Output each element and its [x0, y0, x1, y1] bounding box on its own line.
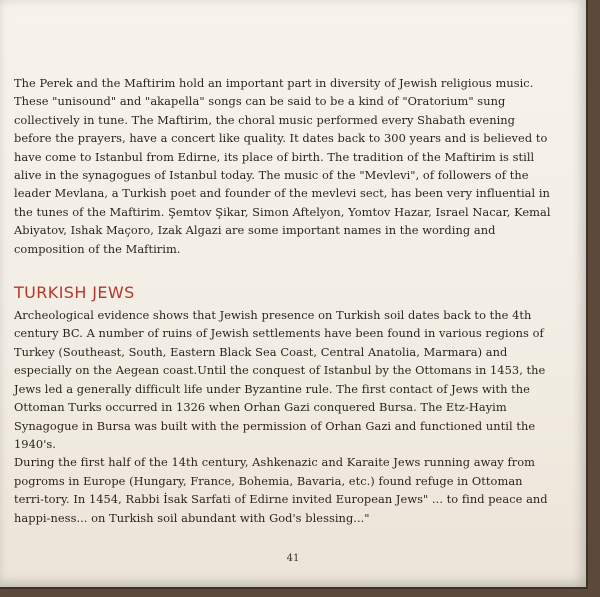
section-paragraph-1: Archeological evidence shows that Jewish presence on Turkish soil dates back to the 4th century BC. A number of ruins of Jewish settlements have been found in various regions of Turkey (Southeast, South, Eastern Black Sea Coast, Central Anatolia, Marmara) and especially on the Aegean coast.Until the conquest of Istanbul by the Ottomans in 1453, the Jews led a generally difficult life under Byzantine rule. The first contact of Jews with the Ottoman Turks occurred in 1326 when Orhan Gazi conquered Bursa. The Etz-Hayim Synagogue in Bursa was built with the permission of Orhan Gazi and functioned until the 1940's.: [14, 308, 546, 451]
section-paragraph-2: During the first half of the 14th century, Ashkenazic and Karaite Jews running away from pogroms in Europe (Hungary, France, Bohemia, Bavaria, etc.) found refuge in Ottoman terri-tory. In 1454, Rabbi İsak Sarfati of Edirne invited European Jews" ... to find peace and happi-ness... on Turkish soil abundant with God's blessing...": [14, 455, 548, 525]
page-content: [14, 74, 554, 527]
page-number: 41: [286, 553, 300, 564]
section-heading: TURKISH JEWS: [14, 283, 135, 303]
intro-paragraph: The Perek and the Maftirim hold an important part in diversity of Jewish religious music. These "unisound" and "akapella" songs can be said to be a kind of "Oratorium" sung collectively in tune. The Maftirim, the choral music performed every Shabath evening before the prayers, have a concert like quality. It dates back to 300 years and is believed to have come to Istanbul from Edirne, its place of birth. The tradition of the Maftirim is still alive in the synagogues of Istanbul today. The music of the "Mevlevi", of followers of the leader Mevlana, a Turkish poet and founder of the mevlevi sect, has been very influential in the tunes of the Maftirim. Şemtov Şikar, Simon Aftelyon, Yomtov Hazar, Israel Nacar, Kemal Abiyatov, Ishak Maçoro, Izak Algazi are some important names in the wording and composition of the Maftirim.: [14, 76, 551, 256]
